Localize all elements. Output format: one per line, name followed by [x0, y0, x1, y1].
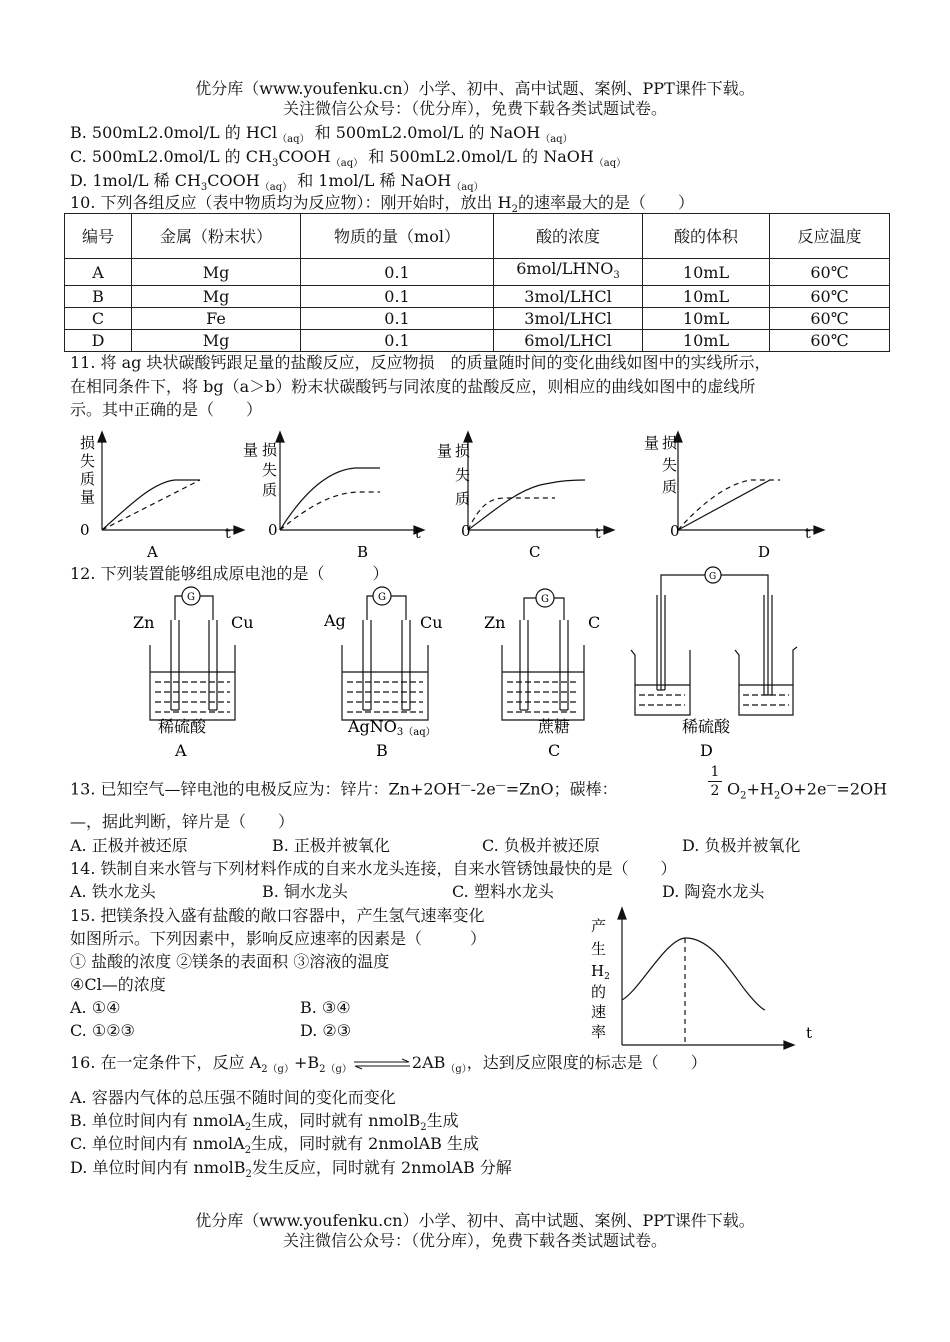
svg-text:量: 量 [80, 488, 96, 506]
x-arrow [814, 526, 824, 534]
origin: 0 [670, 522, 680, 540]
q13-option-a: A. 正极并被还原 [70, 836, 188, 855]
q14-option-b: B. 铜水龙头 [262, 882, 348, 901]
cell-temp: 60℃ [770, 330, 890, 352]
q16-option-b: B. 单位时间内有 nmolA$_2$生成，同时就有 nmolB$_2$生成 [70, 1111, 459, 1134]
q12-cell-d [625, 565, 805, 765]
svg-text:质: 质 [662, 478, 678, 496]
q14-option-d: D. 陶瓷水龙头 [662, 882, 765, 901]
cell-conc: 6mol/LHCl [494, 330, 643, 352]
q15-option-d: D. ②③ [300, 1021, 352, 1040]
svg-text:损: 损 [662, 434, 678, 452]
q15-line-3: ① 盐酸的浓度 ②镁条的表面积 ③溶液的温度 [70, 952, 390, 971]
q13-option-d: D. 负极并被氧化 [682, 836, 801, 855]
cell-temp: 60℃ [770, 259, 890, 286]
cell-id: C [65, 308, 132, 330]
xlabel: t [806, 1024, 813, 1042]
q15-line-4: ④Cl—的浓度 [70, 975, 166, 994]
th-amount: 物质的量（mol） [301, 214, 494, 259]
cell-label: D [700, 741, 713, 760]
q13-option-b: B. 正极并被氧化 [272, 836, 390, 855]
dashed-line [102, 480, 200, 530]
svg-text:失: 失 [662, 456, 678, 474]
x-arrow [604, 526, 614, 534]
graph-label: C [529, 543, 541, 561]
wire-left [524, 598, 536, 620]
ylabel: 产 [591, 917, 607, 935]
electrode-left-label: Zn [133, 613, 155, 632]
xlabel: t [595, 526, 601, 542]
g-label: G [541, 594, 549, 605]
svg-text:质: 质 [262, 481, 278, 499]
th-volume: 酸的体积 [643, 214, 770, 259]
th-conc: 酸的浓度 [494, 214, 643, 259]
q13-option-c: C. 负极并被还原 [482, 836, 600, 855]
q11-line-3: 示。其中正确的是（ ） [70, 400, 263, 419]
q11-graph-d [640, 430, 840, 570]
cell-amount: 0.1 [301, 330, 494, 352]
graph-label: D [758, 543, 771, 561]
svg-text:速: 速 [591, 1003, 607, 1021]
svg-text:率: 率 [591, 1023, 607, 1041]
electrode-right-label: C [588, 613, 601, 632]
equilibrium-arrow-icon [352, 1059, 412, 1069]
q12-cell-b [320, 580, 450, 765]
cell-conc: 3mol/LHCl [494, 286, 643, 308]
y-arrow [464, 432, 472, 442]
q11-graph-a [70, 430, 250, 570]
solution-label: 蔗糖 [538, 717, 571, 736]
ylabel: 量 [437, 442, 453, 460]
cell-conc: $6mol/LHNO_3$ [494, 259, 643, 286]
q12-stem: 12. 下列装置能够组成原电池的是（ ） [70, 564, 389, 583]
xlabel: t [225, 526, 231, 542]
wire-right [391, 596, 406, 620]
origin: 0 [80, 521, 90, 539]
wire-right [200, 596, 213, 620]
q16-option-a: A. 容器内气体的总压强不随时间的变化而变化 [70, 1088, 396, 1107]
svg-text:失: 失 [80, 452, 96, 470]
q9-option-b: B. 500mL2.0mol/L 的 HCl$_{(aq)}$ 和 500mL2.0mol/L 的 NaOH$_{(aq)}$ [70, 123, 573, 146]
table-row [65, 308, 890, 330]
table-header-row [65, 214, 890, 259]
cell-id: A [65, 259, 132, 286]
cell-volume: 10mL [643, 286, 770, 308]
table-row [65, 330, 890, 352]
q11-line-1: 11. 将 ag 块状碳酸钙跟足量的盐酸反应，反应物损 的质量随时间的变化曲线如图中的实线所示， [70, 353, 771, 372]
cell-volume: 10mL [643, 330, 770, 352]
wire-right [721, 575, 768, 695]
solution-label: AgNO3（aq） [348, 717, 436, 738]
table-row [65, 286, 890, 308]
svg-text:H2: $H_2$ [591, 962, 610, 982]
solid-curve [280, 468, 380, 530]
ylabel: 损 [80, 434, 96, 452]
electrode-left-label: Ag [324, 611, 346, 630]
cell-id: B [65, 286, 132, 308]
q11-graph-b [240, 430, 440, 570]
svg-text:的: 的 [591, 983, 607, 1001]
svg-text:损: 损 [262, 441, 278, 459]
g-label: G [709, 572, 717, 582]
y-arrow [276, 432, 284, 442]
dashed-curve [468, 498, 555, 530]
svg-text:损: 损 [455, 442, 471, 460]
g-label: G [378, 592, 386, 603]
q13-line-2: —，据此判断，锌片是（ ） [70, 812, 295, 831]
th-id: 编号 [65, 214, 132, 259]
svg-text:失: 失 [455, 466, 471, 484]
q16-option-d: D. 单位时间内有 nmolB$_2$发生反应，同时就有 2nmolAB 分解 [70, 1158, 512, 1181]
q15-option-c: C. ①②③ [70, 1021, 135, 1040]
g-label: G [187, 592, 195, 603]
svg-text:质: 质 [80, 470, 96, 488]
footer-line-2: 关注微信公众号：（优分库），免费下载各类试题试卷。 [282, 1231, 667, 1250]
q13-line-1: 13. 已知空气—锌电池的电极反应为：锌片：Zn+2OH—-2e—=ZnO；碳棒： [70, 779, 618, 799]
cell-metal: Mg [132, 259, 301, 286]
cell-temp: 60℃ [770, 286, 890, 308]
th-temp: 反应温度 [770, 214, 890, 259]
wire-right [554, 598, 564, 620]
cell-volume: 10mL [643, 259, 770, 286]
cell-amount: 0.1 [301, 259, 494, 286]
q11-graph-c [435, 430, 635, 570]
solid-line [678, 480, 770, 530]
y-arrow [98, 432, 106, 442]
wire-left [175, 596, 182, 620]
y-arrow [618, 908, 626, 919]
cell-amount: 0.1 [301, 308, 494, 330]
cell-conc: 3mol/LHCl [494, 308, 643, 330]
q14-stem: 14. 铁制自来水管与下列材料作成的自来水龙头连接，自来水管锈蚀最快的是（ ） [70, 859, 677, 878]
q14-option-c: C. 塑料水龙头 [452, 882, 554, 901]
cell-label: B [376, 741, 388, 760]
dashed-curve [678, 480, 780, 530]
ylabel: 量 [243, 441, 259, 459]
q16-stem: 16. 在一定条件下，反应 $A_{2(g)}+B_{2(g)}$ $2AB_{(g)}$，达到反应限度的标志是（ ） [70, 1053, 707, 1076]
graph-label: A [147, 543, 158, 561]
q15-option-b: B. ③④ [300, 998, 351, 1017]
q15-rate-graph [585, 905, 825, 1055]
q9-option-d: D. 1mol/L 稀 $CH_3COOH_{(aq)}$ 和 1mol/L 稀 NaOH$_{(aq)}$ [70, 171, 484, 194]
svg-text:生: 生 [591, 940, 607, 958]
q12-cell-c [480, 580, 610, 765]
q14-option-a: A. 铁水龙头 [70, 882, 156, 901]
q15-line-2: 如图所示。下列因素中，影响反应速率的因素是（ ） [70, 929, 487, 948]
q15-option-a: A. ①④ [70, 998, 121, 1017]
q15-line-1: 15. 把镁条投入盛有盐酸的敞口容器中，产生氢气速率变化 [70, 906, 485, 925]
ylabel: 量 [644, 434, 660, 452]
q10-table [64, 213, 890, 352]
cell-metal: Fe [132, 308, 301, 330]
cell-label: C [548, 741, 561, 760]
svg-text:失: 失 [262, 461, 278, 479]
cell-label: A [175, 741, 187, 760]
cell-metal: Mg [132, 330, 301, 352]
wire-left [661, 575, 705, 690]
solution-label: 稀硫酸 [158, 717, 207, 736]
cell-temp: 60℃ [770, 308, 890, 330]
electrode-left-label: Zn [484, 613, 506, 632]
cell-volume: 10mL [643, 308, 770, 330]
cell-id: D [65, 330, 132, 352]
rate-curve [622, 938, 765, 1010]
q10-stem: 10. 下列各组反应（表中物质均为反应物）：刚开始时，放出 $H_2$的速率最大的是（ ） [70, 193, 694, 216]
wire-left [367, 596, 373, 620]
th-metal: 金属（粉末状） [132, 214, 301, 259]
xlabel: t [805, 526, 811, 542]
footer-line-1: 优分库（www.youfenku.cn）小学、初中、高中试题、案例、PPT课件下载。 [195, 1211, 755, 1230]
table-row [65, 259, 890, 286]
electrode-right-label: Cu [231, 613, 254, 632]
graph-label: B [357, 543, 369, 561]
header-line-1: 优分库（www.youfenku.cn）小学、初中、高中试题、案例、PPT课件下载。 [195, 79, 755, 98]
q9-option-c: C. 500mL2.0mol/L 的 $CH_3COOH_{(aq)}$ 和 500mL2.0mol/L 的 NaOH$_{(aq)}$ [70, 147, 627, 170]
q13-fraction: 1 2 [708, 763, 722, 800]
cell-metal: Mg [132, 286, 301, 308]
q11-line-2: 在相同条件下，将 bg（a＞b）粉末状碳酸钙与同浓度的盐酸反应，则相应的曲线如图中的虚线所 [70, 377, 756, 396]
q16-option-c: C. 单位时间内有 nmolA$_2$生成，同时就有 2nmolAB 生成 [70, 1134, 479, 1157]
cell-amount: 0.1 [301, 286, 494, 308]
svg-text:质: 质 [455, 490, 471, 508]
x-arrow [784, 1041, 794, 1049]
solution-label: 稀硫酸 [682, 717, 731, 736]
origin: 0 [268, 521, 278, 539]
dashed-curve [280, 492, 380, 530]
header-line-2: 关注微信公众号：（优分库），免费下载各类试题试卷。 [282, 99, 667, 118]
q12-cell-a [125, 580, 255, 765]
origin: 0 [461, 522, 471, 540]
xlabel: t [415, 526, 421, 542]
electrode-right-label: Cu [420, 613, 443, 632]
q13-line-1-end: $O_2+H_2O+2e^—=2OH$ [727, 779, 888, 802]
